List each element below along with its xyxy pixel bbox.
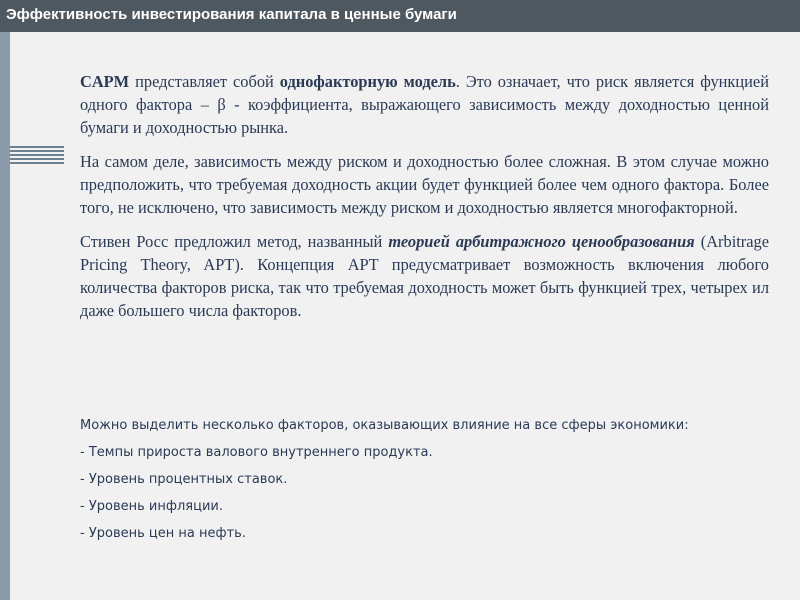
capm-term: CAPM [80, 72, 130, 91]
factor-item-inflation: - Уровень инфляции. [80, 499, 223, 514]
single-factor-model-term: однофакторную модель [279, 72, 456, 91]
capm-text-1: представляет собой [129, 72, 280, 91]
apt-text-1: Стивен Росс предложил метод, названный [80, 232, 389, 251]
decorative-stripes [10, 146, 64, 166]
paragraph-apt [80, 230, 769, 322]
apt-theory-term: теорией арбитражного ценообразования [388, 232, 695, 251]
factors-intro: Можно выделить несколько факторов, оказывающих влияние на все сферы экономики: [80, 418, 689, 433]
apt-text-2: (Arbitrage Pricing Theory, APT). Концепция APT предусматривает возможность включения любого количества факторов риска, так что требуемая доходность может быть функцией трех, четырех ил даже большего числа факторов. [80, 232, 770, 320]
capm-text-2: . Это означает, что риск является функцией одного фактора – β - коэффициента, выражающего зависимость между доходностью ценной бумаги и доходностью рынка. [80, 72, 769, 137]
slide-title: Эффективность инвестирования капитала в ценные бумаги [6, 6, 457, 23]
factors-block [80, 417, 777, 552]
factor-item-oil: - Уровень цен на нефть. [80, 526, 246, 541]
main-content [80, 70, 769, 333]
paragraph-capm [80, 70, 769, 139]
factor-item-gdp: - Темпы прироста валового внутреннего продукта. [80, 445, 433, 460]
slide-header [0, 0, 800, 32]
left-accent-strip [0, 32, 10, 600]
factor-item-interest: - Уровень процентных ставок. [80, 472, 288, 487]
paragraph-risk-return: На самом деле, зависимость между риском и доходностью более сложная. В этом случае можно предположить, что требуемая доходность акции будет функцией более чем одного фактора. Более того, не исключено, что зависимость между риском и доходностью является многофакторной. [80, 152, 769, 217]
